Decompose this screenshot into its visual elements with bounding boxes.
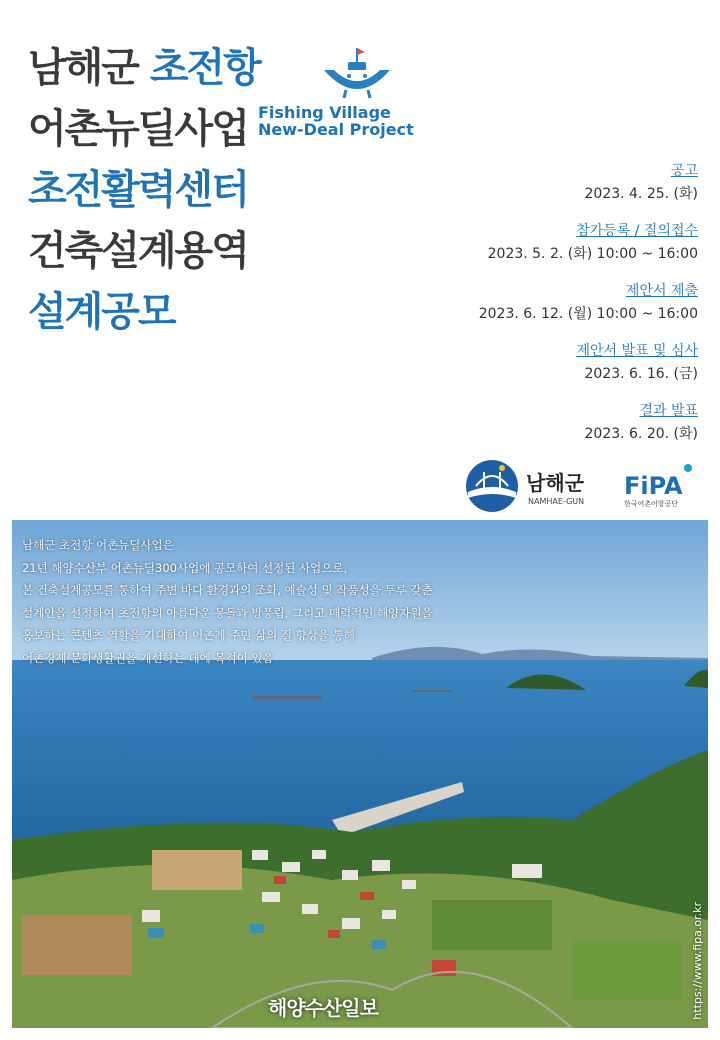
namhae-logo-text: 남해군: [526, 471, 584, 495]
schedule-date: 2023. 6. 16. (금): [584, 366, 698, 382]
fipa-drop-icon: [684, 464, 692, 472]
schedule-item: [378, 220, 698, 266]
schedule-label: 참가등록 / 질의접수: [576, 223, 698, 239]
schedule-item: [378, 280, 698, 326]
schedule-label: 제안서 제출: [625, 283, 698, 299]
project-en-line-1: Fishing Village: [258, 103, 391, 122]
project-english-title: [258, 104, 414, 138]
title-line-5: 설계공모: [28, 289, 175, 335]
title-line-4: 건축설계용역: [28, 228, 248, 274]
schedule-date: 2023. 6. 20. (화): [584, 426, 698, 442]
fipa-logo-text: FiPA: [624, 472, 683, 500]
schedule-item: [378, 340, 698, 386]
logo-row: [462, 458, 702, 516]
fipa-url[interactable]: https://www.fipa.or.kr: [691, 902, 704, 1020]
title-block: [28, 38, 260, 343]
fipa-logo-sub: 한국어촌어항공단: [624, 500, 679, 508]
aerial-photo: [12, 520, 708, 1028]
schedule-label: 결과 발표: [639, 403, 698, 419]
title-chojeon: 초전항: [149, 45, 260, 91]
description-line: 어촌경제·문화생활권을 개선하는 데에 목적이 있음: [22, 650, 274, 665]
namhae-logo-en: NAMHAE-GUN: [528, 497, 585, 506]
namhae-emblem-icon: [466, 460, 518, 512]
newspaper-watermark: 해양수산일보: [268, 996, 378, 1020]
project-description: [22, 534, 433, 669]
schedule-item: [378, 160, 698, 206]
title-namhae: 남해군: [28, 45, 138, 91]
description-line: 남해군 초전항 어촌뉴딜사업은: [22, 538, 174, 552]
description-line: 본 건축설계공모를 통하여 주변 바다 환경과의 조화, 예술성 및 작품성을 두루 갖춘: [22, 583, 433, 597]
title-line-1: [28, 38, 260, 99]
schedule-date: 2023. 5. 2. (화) 10:00 ~ 16:00: [487, 246, 698, 262]
schedule-list: [378, 160, 698, 460]
description-line: 홍보하는 콘텐츠 역할을 기대하여 어촌계 주민 삶의 질 향상을 통해: [22, 628, 355, 642]
schedule-label: 제안서 발표 및 심사: [576, 343, 698, 359]
description-line: 21년 해양수산부 어촌뉴딜300사업에 공모하여 선정된 사업으로,: [22, 560, 348, 575]
title-line-2: 어촌뉴딜사업: [28, 106, 248, 152]
schedule-date: 2023. 4. 25. (화): [584, 186, 698, 202]
schedule-item: [378, 400, 698, 446]
project-en-line-2: New-Deal Project: [258, 120, 414, 139]
schedule-date: 2023. 6. 12. (월) 10:00 ~ 16:00: [478, 306, 698, 322]
boat-mascot-icon: [318, 44, 396, 104]
description-line: 설계안을 선정하여 초전항의 아름다운 몽돌과 방풍림, 그리고 매력적인 해양자원을: [22, 605, 433, 620]
title-line-3: 초전활력센터: [28, 167, 248, 213]
schedule-label: 공고: [670, 163, 698, 179]
